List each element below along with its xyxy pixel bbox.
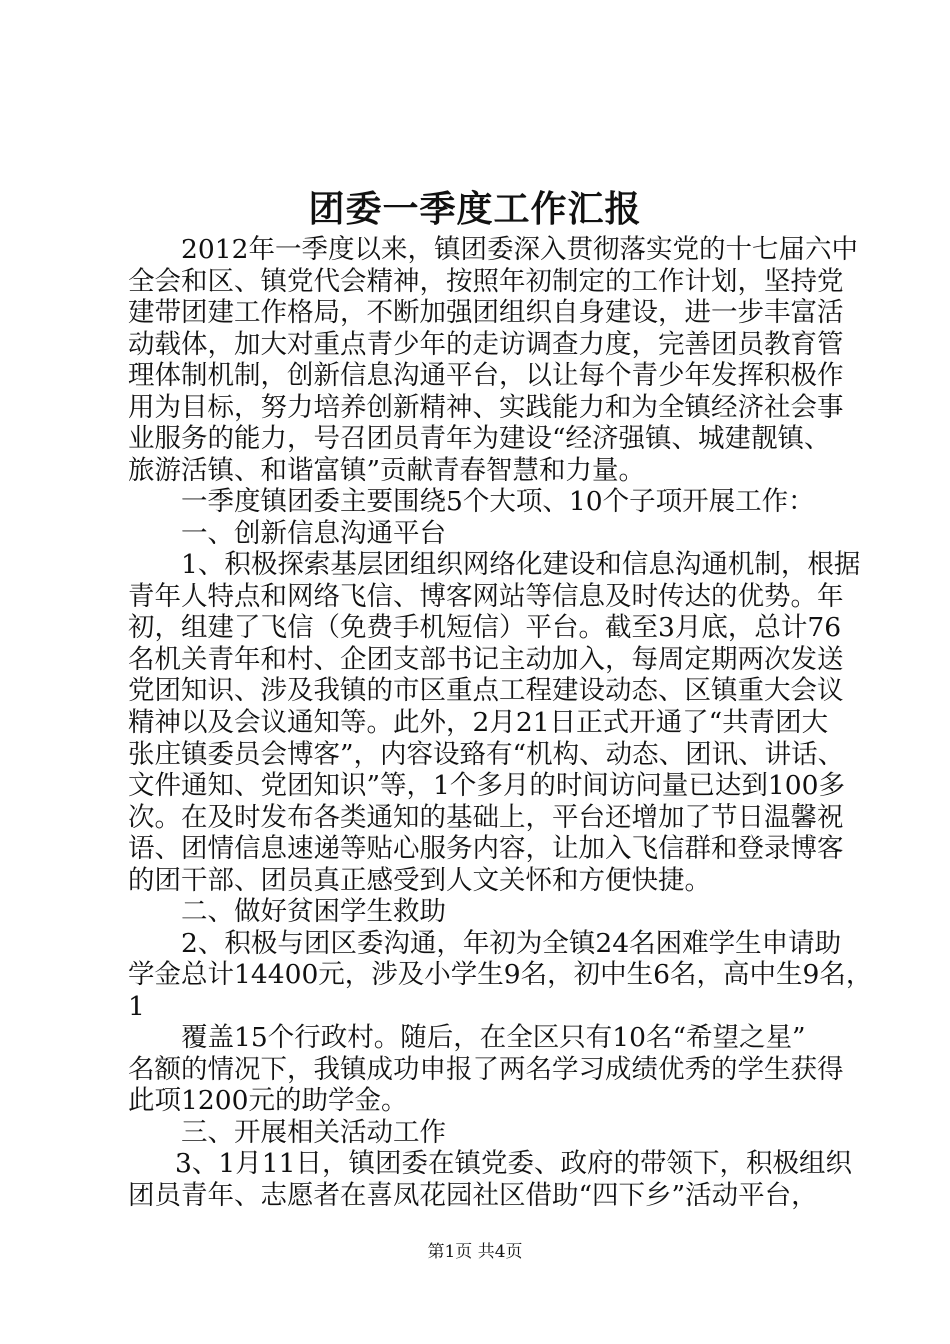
body-line: 全会和区、镇党代会精神，按照年初制定的工作计划，坚持党 — [128, 266, 844, 297]
body-line: 1、积极探索基层团组织网络化建设和信息沟通机制，根据 — [181, 549, 861, 580]
body-line: 团员青年、志愿者在喜凤花园社区借助“四下乡”活动平台， — [128, 1180, 818, 1211]
body-line: 动载体，加大对重点青少年的走访调查力度，完善团员教育管 — [128, 329, 844, 360]
body-line: 的团干部、团员真正感受到人文关怀和方便快捷。 — [128, 865, 711, 896]
body-line: 次。在及时发布各类通知的基础上，平台还增加了节日温馨祝 — [128, 802, 844, 833]
body-line: 业服务的能力，号召团员青年为建设“经济强镇、城建靓镇、 — [128, 423, 831, 454]
body-line: 3、1月11日，镇团委在镇党委、政府的带领下，积极组织 — [175, 1148, 852, 1179]
body-line: 理体制机制，创新信息沟通平台，以让每个青少年发挥积极作 — [128, 360, 844, 391]
body-line: 2、积极与团区委沟通，年初为全镇24名困难学生申请助 — [181, 928, 842, 959]
body-line: 建带团建工作格局，不断加强团组织自身建设，进一步丰富活 — [128, 297, 844, 328]
section-heading: 一、创新信息沟通平台 — [181, 518, 446, 549]
document-title: 团委一季度工作汇报 — [308, 188, 642, 230]
body-line: 此项1200元的助学金。 — [128, 1085, 408, 1116]
body-line: 用为目标，努力培养创新精神、实践能力和为全镇经济社会事 — [128, 392, 844, 423]
body-line: 覆盖15个行政村。随后，在全区只有10名“希望之星” — [181, 1022, 806, 1053]
body-line: 学金总计14400元，涉及小学生9名，初中生6名，高中生9名， — [128, 959, 873, 990]
body-line: 青年人特点和网络飞信、博客网站等信息及时传达的优势。年 — [128, 581, 844, 612]
body-line: 语、团情信息速递等贴心服务内容，让加入飞信群和登录博客 — [128, 833, 844, 864]
body-line: 1 — [128, 991, 145, 1022]
body-line: 党团知识、涉及我镇的市区重点工程建设动态、区镇重大会议 — [128, 675, 844, 706]
body-line: 2012年一季度以来，镇团委深入贯彻落实党的十七届六中 — [181, 234, 858, 265]
page-footer: 第1页 共4页 — [427, 1242, 523, 1262]
section-heading: 二、做好贫困学生救助 — [181, 896, 446, 927]
section-heading: 三、开展相关活动工作 — [181, 1117, 446, 1148]
body-line: 名额的情况下，我镇成功申报了两名学习成绩优秀的学生获得 — [128, 1054, 844, 1085]
body-line: 旅游活镇、和谐富镇”贡献青春智慧和力量。 — [128, 455, 646, 486]
body-line: 文件通知、党团知识”等，1个多月的时间访问量已达到100多 — [128, 770, 845, 801]
body-line: 初，组建了飞信（免费手机短信）平台。截至3月底，总计76 — [128, 612, 842, 643]
body-line: 名机关青年和村、企团支部书记主动加入，每周定期两次发送 — [128, 644, 844, 675]
body-line: 精神以及会议通知等。此外，2月21日正式开通了“共青团大 — [128, 707, 829, 738]
body-line: 一季度镇团委主要围绕5个大项、10个子项开展工作： — [181, 486, 815, 517]
body-line: 张庄镇委员会博客”，内容设臵有“机构、动态、团讯、讲话、 — [128, 739, 845, 770]
